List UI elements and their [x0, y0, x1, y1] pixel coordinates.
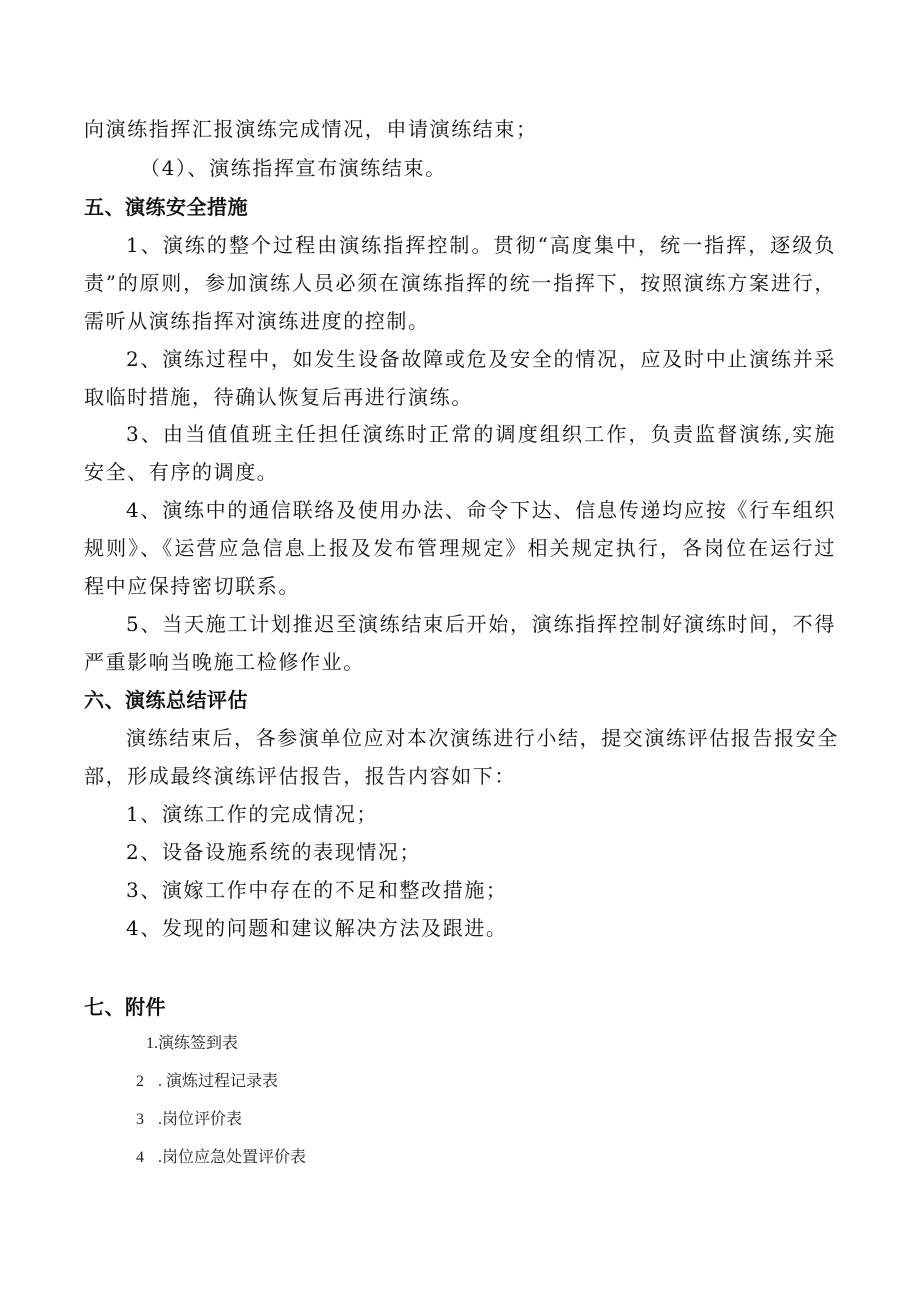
- section-5-heading: 五、演练安全措施: [84, 195, 248, 219]
- attachment-number: 2: [136, 1073, 144, 1090]
- intro-line-1: 向演练指挥汇报演练完成情况，申请演练结束；: [84, 117, 538, 141]
- attachment-number: 3: [136, 1111, 144, 1128]
- attachment-item: [136, 1148, 306, 1168]
- s5-p4-line-1: 4、演练中的通信联络及使用办法、命令下达、信息传递均应按《行车组织: [126, 498, 836, 522]
- s5-p4-line-2: 规则》、《运营应急信息上报及发布管理规定》相关规定执行，各岗位在运行过: [84, 536, 836, 560]
- s6-p1-line-2: 部，形成最终演练评估报告，报告内容如下：: [84, 764, 516, 788]
- attachment-label: 演练签到表: [158, 1035, 239, 1052]
- s5-p1-line-1: 1、演练的整个过程由演练指挥控制。贯彻“高度集中，统一指挥，逐级负: [126, 233, 836, 257]
- s5-p4-line-3: 程中应保持密切联系。: [84, 574, 300, 598]
- s6-item-4: 4、发现的问题和建议解决方法及跟进。: [126, 916, 508, 940]
- attachment-item: [136, 1110, 242, 1130]
- s5-p3-line-1: 3、由当值值班主任担任演练时正常的调度组织工作，负责监督演练,实施: [126, 422, 836, 446]
- section-7-heading: 七、附件: [84, 995, 166, 1019]
- s5-p3-line-2: 安全、有序的调度。: [84, 460, 279, 484]
- s5-p2-line-2: 取临时措施，待确认恢复后再进行演练。: [84, 385, 473, 409]
- s6-item-1: 1、演练工作的完成情况；: [126, 802, 378, 826]
- s5-p5-line-1: 5、当天施工计划推迟至演练结束后开始，演练指挥控制好演练时间，不得: [126, 612, 836, 636]
- attachment-label: .岗位评价表: [158, 1111, 243, 1128]
- attachment-number: 1.: [146, 1035, 158, 1052]
- attachment-item: [136, 1072, 278, 1092]
- s5-p2-line-1: 2、演练过程中，如发生设备故障或危及安全的情况，应及时中止演练并采: [126, 347, 836, 371]
- s5-p5-line-2: 严重影响当晚施工检修作业。: [84, 650, 365, 674]
- s5-p1-line-3: 需听从演练指挥对演练进度的控制。: [84, 309, 430, 333]
- attachment-item: [146, 1034, 238, 1054]
- intro-line-2: （4）、演练指挥宣布演练结束。: [140, 156, 447, 180]
- s6-item-3: 3、演嫁工作中存在的不足和整改措施；: [126, 878, 508, 902]
- section-6-heading: 六、演练总结评估: [84, 688, 248, 712]
- attachment-label: . 演炼过程记录表: [158, 1073, 279, 1090]
- s6-p1-line-1: 演练结束后，各参演单位应对本次演练进行小结，提交演练评估报告报安全: [126, 726, 839, 750]
- s6-item-2: 2、设备设施系统的表现情况；: [126, 840, 422, 864]
- s5-p1-line-2: 责”的原则，参加演练人员必须在演练指挥的统一指挥下，按照演练方案进行，: [84, 271, 836, 295]
- attachment-number: 4: [136, 1149, 144, 1166]
- attachment-label: .岗位应急处置评价表: [158, 1149, 307, 1166]
